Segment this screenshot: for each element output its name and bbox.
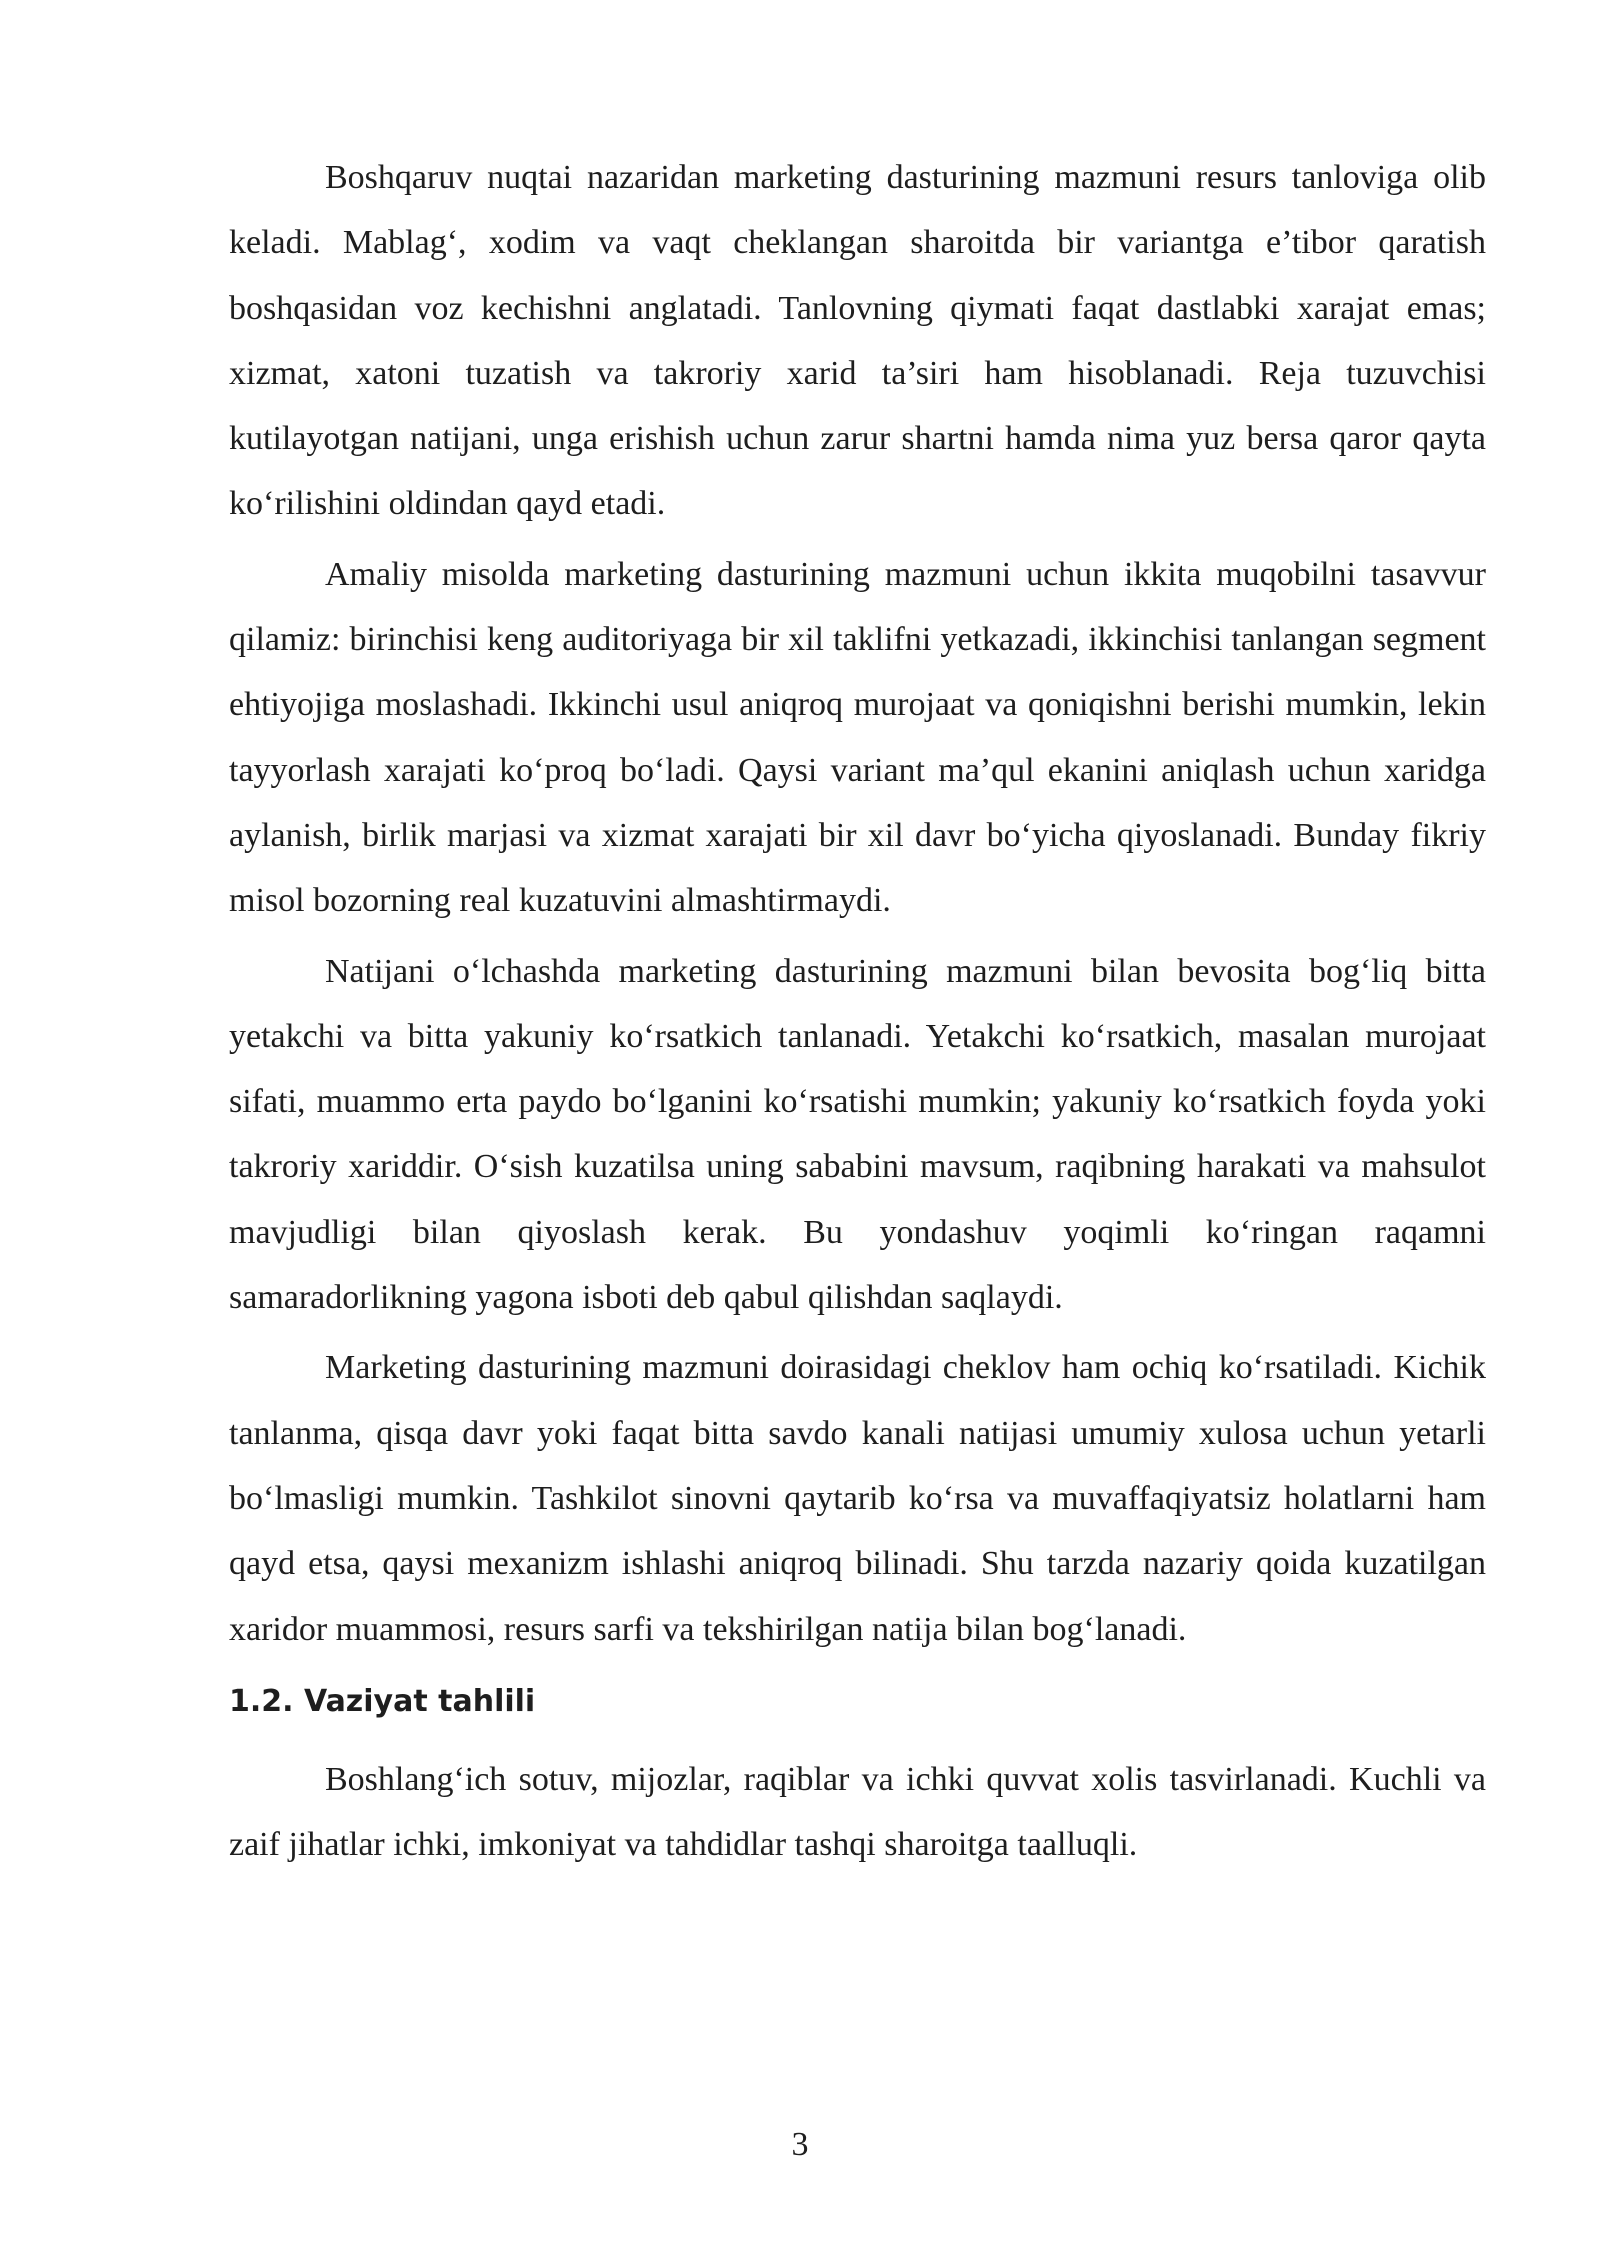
section-paragraph: Boshlang‘ich sotuv, mijozlar, raqiblar va ichki quvvat xolis tasvirlanadi. Kuchli va zaif jihatlar ichki, imkoniyat va tahdidlar tashqi sharoitga taalluqli. [229, 1760, 1486, 1864]
page-number: 3 [791, 2126, 809, 2163]
body-paragraph: Marketing dasturining mazmuni doirasidagi cheklov ham ochiq ko‘rsatiladi. Kichik tanlanma, qisqa davr yoki faqat bitta savdo kanali natijasi umumiy xulosa uchun yetarli bo‘lmasligi mumkin. Tashkilot sinovni qaytarib ko‘rsa va muvaffaqiyatsiz holatlarni ham qayd etsa, qaysi mexanizm ishlashi aniqroq bilinadi. Shu tarzda nazariy qoida kuzatilgan xaridor muammosi, resurs sarfi va tekshirilgan natija bilan bog‘lanadi. [229, 1349, 1486, 1648]
body-paragraph: Natijani o‘lchashda marketing dasturining mazmuni bilan bevosita bog‘liq bitta yetakchi va bitta yakuniy ko‘rsatkich tanlanadi. Yetakchi ko‘rsatkich, masalan murojaat sifati, muammo erta paydo bo‘lganini ko‘rsatishi mumkin; yakuniy ko‘rsatkich foyda yoki takroriy xariddir. O‘sish kuzatilsa uning sababini mavsum, raqibning harakati va mahsulot mavjudligi bilan qiyoslash kerak. Bu yondashuv yoqimli ko‘ringan raqamni samaradorlikning yagona isboti deb qabul qilishdan saqlaydi. [229, 952, 1486, 1317]
body-paragraph: Amaliy misolda marketing dasturining mazmuni uchun ikkita muqobilni tasavvur qilamiz: birinchisi keng auditoriyaga bir xil taklifni yetkazadi, ikkinchisi tanlangan segment ehtiyojiga moslashadi. Ikkinchi usul aniqroq murojaat va qoniqishni berishi mumkin, lekin tayyorlash xarajati ko‘proq bo‘ladi. Qaysi variant ma’qul ekanini aniqlash uchun xaridga aylanish, birlik marjasi va xizmat xarajati bir xil davr bo‘yicha qiyoslanadi. Bunday fikriy misol bozorning real kuzatuvini almashtirmaydi. [229, 555, 1486, 920]
section-heading: 1.2. Vaziyat tahlili [229, 1683, 536, 1719]
page-body [229, 145, 1486, 1882]
body-paragraph: Boshqaruv nuqtai nazaridan marketing dasturining mazmuni resurs tanloviga olib keladi. Mablag‘, xodim va vaqt cheklangan sharoitda bir variantga e’tibor qaratish boshqasidan voz kechishni anglatadi. Tanlovning qiymati faqat dastlabki xarajat emas; xizmat, xatoni tuzatish va takroriy xarid ta’siri ham hisoblanadi. Reja tuzuvchisi kutilayotgan natijani, unga erishish uchun zarur shartni hamda nima yuz bersa qaror qayta ko‘rilishini oldindan qayd etadi. [229, 159, 1486, 523]
